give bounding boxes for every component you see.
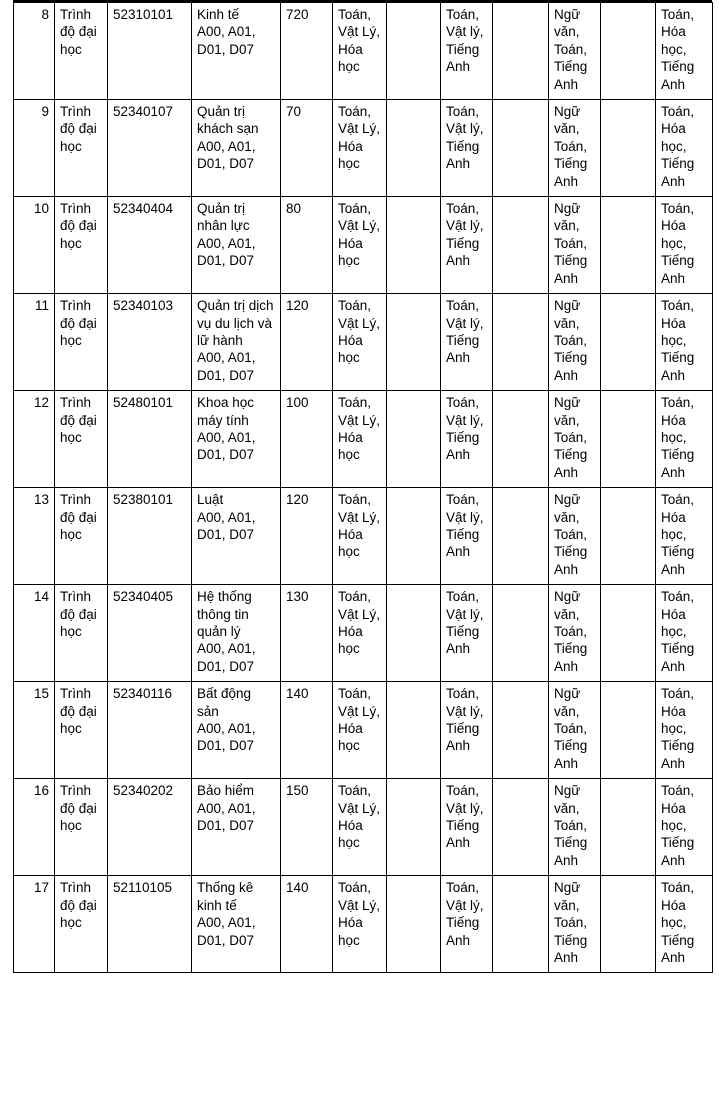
major-name-cell — [192, 585, 281, 682]
subject-group-3-cell: Ngữ văn, Toán, Tiếng Anh — [549, 197, 601, 294]
spacer-cell-1 — [387, 3, 441, 100]
major-name-cell — [192, 197, 281, 294]
subject-group-4-cell: Toán, Hóa học, Tiếng Anh — [656, 100, 713, 197]
table-row — [14, 391, 713, 488]
spacer-cell-2 — [493, 197, 549, 294]
subject-group-2-cell: Toán, Vật lý, Tiếng Anh — [441, 876, 493, 973]
table-row — [14, 100, 713, 197]
subject-group-2-cell: Toán, Vật lý, Tiếng Anh — [441, 488, 493, 585]
subject-group-1-cell: Toán, Vật Lý, Hóa học — [333, 876, 387, 973]
major-name-cell-line: Khoa học máy tính — [197, 395, 258, 428]
table-row — [14, 585, 713, 682]
major-name-cell-line: Luật — [197, 492, 224, 508]
subject-group-4-cell: Toán, Hóa học, Tiếng Anh — [656, 779, 713, 876]
spacer-cell-3 — [601, 876, 656, 973]
spacer-cell-2 — [493, 682, 549, 779]
row-index-cell: 17 — [14, 876, 55, 973]
spacer-cell-1 — [387, 294, 441, 391]
major-name-cell-line: Bất động sản — [197, 686, 255, 719]
education-level-cell: Trình độ đại học — [55, 3, 108, 100]
education-level-cell: Trình độ đại học — [55, 391, 108, 488]
row-index-cell: 13 — [14, 488, 55, 585]
subject-group-3-cell: Ngữ văn, Toán, Tiếng Anh — [549, 3, 601, 100]
major-name-cell — [192, 779, 281, 876]
education-level-cell: Trình độ đại học — [55, 779, 108, 876]
subject-group-4-cell: Toán, Hóa học, Tiếng Anh — [656, 585, 713, 682]
education-level-cell: Trình độ đại học — [55, 876, 108, 973]
subject-group-3-cell: Ngữ văn, Toán, Tiếng Anh — [549, 100, 601, 197]
major-name-cell-line: Thống kê kinh tế — [197, 880, 258, 913]
subject-group-1-cell: Toán, Vật Lý, Hóa học — [333, 294, 387, 391]
major-code-cell: 52340405 — [108, 585, 192, 682]
quota-cell: 70 — [281, 100, 333, 197]
spacer-cell-1 — [387, 585, 441, 682]
major-code-cell: 52380101 — [108, 488, 192, 585]
education-level-cell: Trình độ đại học — [55, 100, 108, 197]
major-name-cell — [192, 682, 281, 779]
spacer-cell-1 — [387, 197, 441, 294]
quota-cell: 80 — [281, 197, 333, 294]
major-code-cell: 52340103 — [108, 294, 192, 391]
subject-group-1-cell: Toán, Vật Lý, Hóa học — [333, 585, 387, 682]
subject-group-2-cell: Toán, Vật lý, Tiếng Anh — [441, 585, 493, 682]
quota-cell: 100 — [281, 391, 333, 488]
major-name-cell-line: Quản trị nhân lực — [197, 201, 250, 234]
subject-group-2-cell: Toán, Vật lý, Tiếng Anh — [441, 391, 493, 488]
subject-group-3-cell: Ngữ văn, Toán, Tiếng Anh — [549, 682, 601, 779]
subject-group-2-cell: Toán, Vật lý, Tiếng Anh — [441, 197, 493, 294]
spacer-cell-3 — [601, 391, 656, 488]
subject-group-3-cell: Ngữ văn, Toán, Tiếng Anh — [549, 391, 601, 488]
education-level-cell: Trình độ đại học — [55, 488, 108, 585]
table-row — [14, 682, 713, 779]
quota-cell: 120 — [281, 488, 333, 585]
row-index-cell: 8 — [14, 3, 55, 100]
major-name-cell-line: A00, A01, D01, D07 — [197, 721, 260, 754]
major-code-cell: 52340202 — [108, 779, 192, 876]
spacer-cell-3 — [601, 585, 656, 682]
subject-group-4-cell: Toán, Hóa học, Tiếng Anh — [656, 197, 713, 294]
subject-group-1-cell: Toán, Vật Lý, Hóa học — [333, 779, 387, 876]
quota-cell: 720 — [281, 3, 333, 100]
spacer-cell-3 — [601, 3, 656, 100]
spacer-cell-1 — [387, 100, 441, 197]
major-name-cell-line: A00, A01, D01, D07 — [197, 915, 260, 948]
subject-group-2-cell: Toán, Vật lý, Tiếng Anh — [441, 294, 493, 391]
major-name-cell-line: Quản trị khách sạn — [197, 104, 259, 137]
subject-group-1-cell: Toán, Vật Lý, Hóa học — [333, 197, 387, 294]
spacer-cell-1 — [387, 682, 441, 779]
major-code-cell: 52340107 — [108, 100, 192, 197]
spacer-cell-3 — [601, 682, 656, 779]
table-row — [14, 488, 713, 585]
subject-group-2-cell: Toán, Vật lý, Tiếng Anh — [441, 100, 493, 197]
spacer-cell-3 — [601, 294, 656, 391]
spacer-cell-1 — [387, 779, 441, 876]
row-index-cell: 11 — [14, 294, 55, 391]
spacer-cell-2 — [493, 3, 549, 100]
major-name-cell — [192, 391, 281, 488]
spacer-cell-1 — [387, 876, 441, 973]
major-name-cell-line: A00, A01, D01, D07 — [197, 138, 260, 172]
spacer-cell-2 — [493, 488, 549, 585]
spacer-cell-3 — [601, 488, 656, 585]
table-row — [14, 876, 713, 973]
spacer-cell-2 — [493, 585, 549, 682]
major-code-cell: 52340116 — [108, 682, 192, 779]
major-name-cell — [192, 294, 281, 391]
major-name-cell-line: A00, A01, D01, D07 — [197, 509, 260, 542]
table-row — [14, 294, 713, 391]
major-name-cell-line: Quản trị dịch vụ du lịch và lữ hành — [197, 298, 278, 348]
spacer-cell-3 — [601, 779, 656, 876]
subject-group-2-cell: Toán, Vật lý, Tiếng Anh — [441, 779, 493, 876]
major-name-cell-line: A00, A01, D01, D07 — [197, 350, 260, 383]
subject-group-3-cell: Ngữ văn, Toán, Tiếng Anh — [549, 585, 601, 682]
major-name-cell-line: Bảo hiểm — [197, 783, 255, 799]
subject-group-4-cell: Toán, Hóa học, Tiếng Anh — [656, 682, 713, 779]
spacer-cell-2 — [493, 876, 549, 973]
subject-group-1-cell: Toán, Vật Lý, Hóa học — [333, 682, 387, 779]
major-code-cell: 52340404 — [108, 197, 192, 294]
major-name-cell-line: Kinh tế — [197, 7, 240, 22]
subject-group-1-cell: Toán, Vật Lý, Hóa học — [333, 391, 387, 488]
subject-group-1-cell: Toán, Vật Lý, Hóa học — [333, 3, 387, 100]
row-index-cell: 14 — [14, 585, 55, 682]
subject-group-1-cell: Toán, Vật Lý, Hóa học — [333, 488, 387, 585]
spacer-cell-1 — [387, 391, 441, 488]
education-level-cell: Trình độ đại học — [55, 585, 108, 682]
table-body — [14, 3, 713, 973]
row-index-cell: 15 — [14, 682, 55, 779]
subject-group-2-cell: Toán, Vật lý, Tiếng Anh — [441, 682, 493, 779]
table-row — [14, 779, 713, 876]
subject-group-1-cell: Toán, Vật Lý, Hóa học — [333, 100, 387, 197]
major-name-cell-line: A00, A01, D01, D07 — [197, 429, 260, 463]
spacer-cell-1 — [387, 488, 441, 585]
subject-group-3-cell: Ngữ văn, Toán, Tiếng Anh — [549, 294, 601, 391]
subject-group-3-cell: Ngữ văn, Toán, Tiếng Anh — [549, 876, 601, 973]
major-name-cell-line: A00, A01, D01, D07 — [197, 24, 260, 57]
major-name-cell — [192, 3, 281, 100]
major-name-cell — [192, 100, 281, 197]
subject-group-4-cell: Toán, Hóa học, Tiếng Anh — [656, 876, 713, 973]
major-name-cell-line: Hệ thống thông tin quản lý — [197, 589, 256, 639]
spacer-cell-2 — [493, 100, 549, 197]
spacer-cell-3 — [601, 100, 656, 197]
quota-cell: 130 — [281, 585, 333, 682]
row-index-cell: 12 — [14, 391, 55, 488]
subject-group-4-cell: Toán, Hóa học, Tiếng Anh — [656, 391, 713, 488]
table-row — [14, 3, 713, 100]
major-name-cell-line: A00, A01, D01, D07 — [197, 800, 260, 834]
subject-group-4-cell: Toán, Hóa học, Tiếng Anh — [656, 488, 713, 585]
education-level-cell: Trình độ đại học — [55, 682, 108, 779]
quota-cell: 150 — [281, 779, 333, 876]
subject-group-4-cell: Toán, Hóa học, Tiếng Anh — [656, 3, 713, 100]
major-name-cell — [192, 488, 281, 585]
spacer-cell-2 — [493, 294, 549, 391]
table-row — [14, 197, 713, 294]
spacer-cell-2 — [493, 779, 549, 876]
quota-cell: 120 — [281, 294, 333, 391]
major-code-cell: 52480101 — [108, 391, 192, 488]
education-level-cell: Trình độ đại học — [55, 197, 108, 294]
admission-quota-table — [13, 2, 713, 973]
subject-group-3-cell: Ngữ văn, Toán, Tiếng Anh — [549, 779, 601, 876]
spacer-cell-2 — [493, 391, 549, 488]
subject-group-4-cell: Toán, Hóa học, Tiếng Anh — [656, 294, 713, 391]
spacer-cell-3 — [601, 197, 656, 294]
major-code-cell: 52110105 — [108, 876, 192, 973]
quota-cell: 140 — [281, 876, 333, 973]
education-level-cell: Trình độ đại học — [55, 294, 108, 391]
subject-group-3-cell: Ngữ văn, Toán, Tiếng Anh — [549, 488, 601, 585]
major-name-cell-line: A00, A01, D01, D07 — [197, 235, 260, 269]
major-name-cell-line: A00, A01, D01, D07 — [197, 641, 260, 674]
major-code-cell: 52310101 — [108, 3, 192, 100]
row-index-cell: 10 — [14, 197, 55, 294]
row-index-cell: 16 — [14, 779, 55, 876]
row-index-cell: 9 — [14, 100, 55, 197]
quota-cell: 140 — [281, 682, 333, 779]
major-name-cell — [192, 876, 281, 973]
subject-group-2-cell: Toán, Vật lý, Tiếng Anh — [441, 3, 493, 100]
